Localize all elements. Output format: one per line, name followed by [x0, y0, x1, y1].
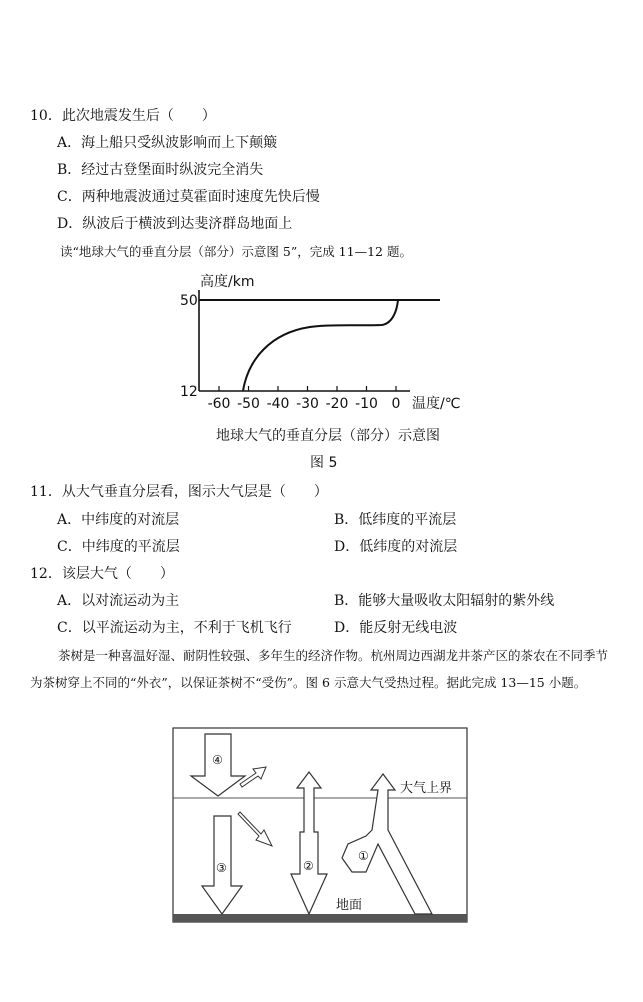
question-12-option-b: B．能够大量吸收太阳辐射的紫外线 [334, 593, 555, 609]
question-10-option-c: C．两种地震波通过莫霍面时速度先快后慢 [57, 189, 320, 205]
y-tick-50: 50 [180, 293, 198, 309]
question-12-option-d: D．能反射无线电波 [334, 620, 458, 636]
x-tick-label: -50 [237, 396, 260, 412]
question-11-option-b: B．低纬度的平流层 [334, 512, 457, 528]
question-12-stem: 12．该层大气（ ） [30, 566, 174, 582]
x-tick-label: -30 [296, 396, 319, 412]
figure-6-diagram [170, 726, 470, 926]
temperature-profile-curve [243, 300, 398, 391]
arrow-2-label: ② [303, 859, 314, 873]
question-11-stem: 11．从大气垂直分层看，图示大气层是（ ） [30, 484, 328, 500]
question-10-option-b: B．经过古登堡面时纵波完全消失 [57, 162, 264, 178]
arrow-1-label: ① [358, 849, 369, 863]
y-axis-label: 高度/km [200, 274, 255, 290]
x-axis-label: 温度/℃ [412, 396, 461, 412]
ground-label: 地面 [336, 898, 363, 913]
y-tick-12: 12 [180, 384, 198, 400]
question-11-option-a: A．中纬度的对流层 [57, 512, 180, 528]
figure-5-title: 地球大气的垂直分层（部分）示意图 [216, 428, 440, 444]
question-11-option-c: C．中纬度的平流层 [57, 539, 180, 555]
figure-5-label: 图 5 [310, 455, 338, 470]
question-10-option-a: A．海上船只受纵波影响而上下颠簸 [57, 135, 278, 151]
upper-boundary-label: 大气上界 [400, 781, 453, 796]
x-tick-label: -10 [355, 396, 378, 412]
question-12-option-c: C．以平流运动为主，不利于飞机飞行 [57, 620, 292, 636]
passage-13-15: 茶树是一种喜温好湿、耐阴性较强、多年生的经济作物。杭州周边西湖龙井茶产区的茶农在不同季节为茶树穿上不同的“外衣”，以保证茶树不“受伤”。图 6 示意大气受热过程。据此完成 13—15 小题。 [30, 648, 609, 690]
question-10-option-d: D．纵波后于横波到达斐济群岛地面上 [57, 216, 293, 232]
question-11-option-d: D．低纬度的对流层 [334, 539, 458, 555]
arrow-4-label: ④ [212, 753, 223, 767]
arrow-3-label: ③ [216, 861, 227, 875]
figure-5-chart [0, 0, 643, 470]
x-tick-label: 0 [391, 396, 401, 412]
intro-11-12: 读“地球大气的垂直分层（部分）示意图 5”，完成 11—12 题。 [60, 244, 412, 259]
x-tick-label: -60 [207, 396, 231, 412]
x-tick-label: -20 [325, 396, 349, 412]
ground-surface [173, 914, 467, 922]
question-10-stem: 10．此次地震发生后（ ） [30, 108, 216, 124]
question-12-option-a: A．以对流运动为主 [57, 593, 180, 609]
x-tick-label: -40 [266, 396, 290, 412]
